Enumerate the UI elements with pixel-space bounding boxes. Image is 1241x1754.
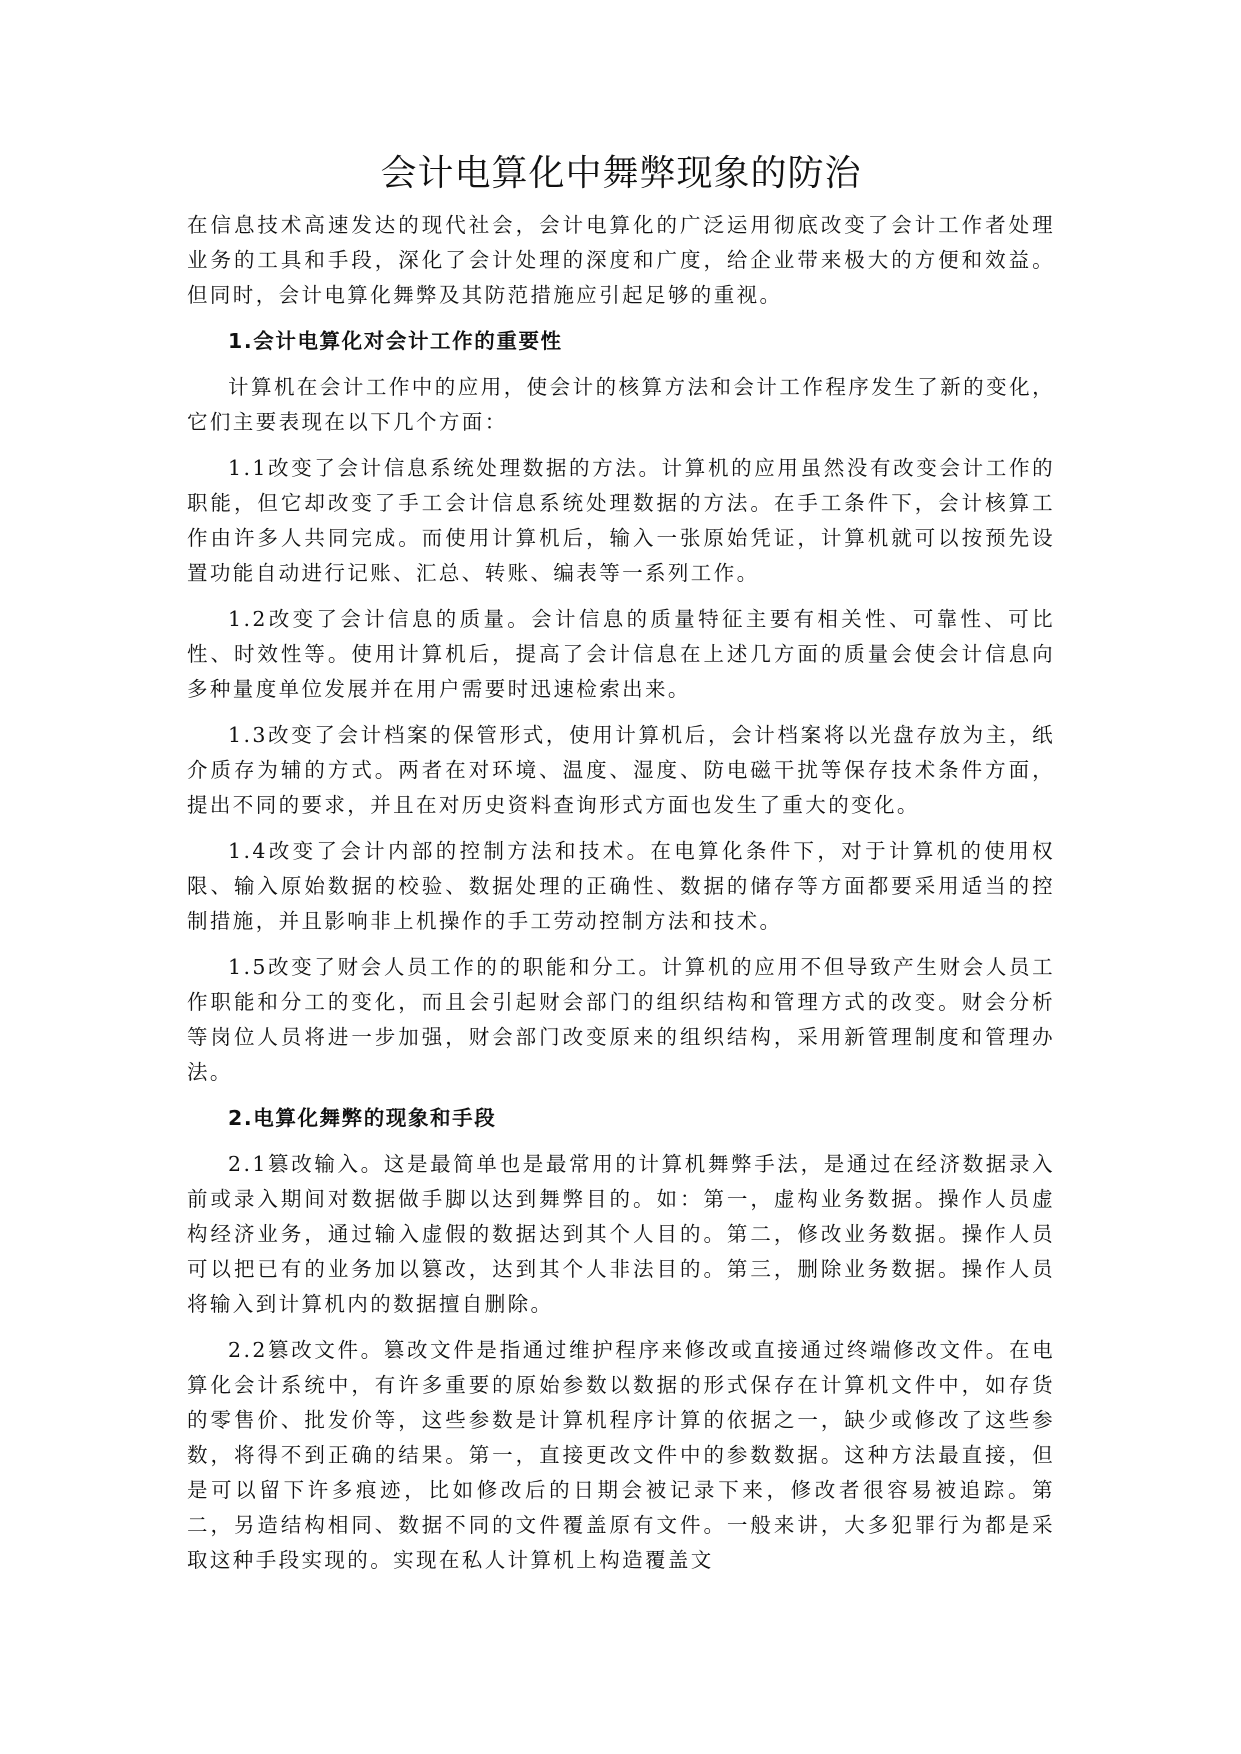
paragraph-1-4: 1.4改变了会计内部的控制方法和技术。在电算化条件下，对于计算机的使用权限、输入原始数据的校验、数据处理的正确性、数据的储存等方面都要采用适当的控制措施，并且影响非上机操作的手工劳动控制方法和技术。	[187, 839, 1055, 933]
section1-lead-paragraph: 计算机在会计工作中的应用，使会计的核算方法和会计工作程序发生了新的变化，它们主要表现在以下几个方面：	[187, 375, 1055, 434]
paragraph-1-2: 1.2改变了会计信息的质量。会计信息的质量特征主要有相关性、可靠性、可比性、时效性等。使用计算机后，提高了会计信息在上述几方面的质量会使会计信息向多种量度单位发展并在用户需要时迅速检索出来。	[187, 607, 1055, 701]
document-title: 会计电算化中舞弊现象的防治	[380, 153, 862, 194]
paragraph-2-1: 2.1篡改输入。这是最简单也是最常用的计算机舞弊手法，是通过在经济数据录入前或录入期间对数据做手脚以达到舞弊目的。如：第一，虚构业务数据。操作人员虚构经济业务，通过输入虚假的数据达到其个人目的。第二，修改业务数据。操作人员可以把已有的业务加以篡改，达到其个人非法目的。第三，删除业务数据。操作人员将输入到计算机内的数据擅自删除。	[187, 1152, 1055, 1316]
section-heading-1: 1.会计电算化对会计工作的重要性	[228, 329, 563, 353]
paragraph-1-5: 1.5改变了财会人员工作的的职能和分工。计算机的应用不但导致产生财会人员工作职能和分工的变化，而且会引起财会部门的组织结构和管理方式的改变。财会分析等岗位人员将进一步加强，财会部门改变原来的组织结构，采用新管理制度和管理办法。	[187, 955, 1055, 1084]
paragraph-1-1: 1.1改变了会计信息系统处理数据的方法。计算机的应用虽然没有改变会计工作的职能，但它却改变了手工会计信息系统处理数据的方法。在手工条件下，会计核算工作由许多人共同完成。而使用计算机后，输入一张原始凭证，计算机就可以按预先设置功能自动进行记账、汇总、转账、编表等一系列工作。	[187, 456, 1055, 585]
section-heading-2: 2.电算化舞弊的现象和手段	[228, 1106, 497, 1130]
intro-paragraph: 在信息技术高速发达的现代社会，会计电算化的广泛运用彻底改变了会计工作者处理业务的工具和手段，深化了会计处理的深度和广度，给企业带来极大的方便和效益。但同时，会计电算化舞弊及其防范措施应引起足够的重视。	[187, 213, 1055, 307]
paragraph-1-3: 1.3改变了会计档案的保管形式，使用计算机后，会计档案将以光盘存放为主，纸介质存为辅的方式。两者在对环境、温度、湿度、防电磁干扰等保存技术条件方面，提出不同的要求，并且在对历史资料查询形式方面也发生了重大的变化。	[187, 723, 1055, 817]
paragraph-2-2: 2.2篡改文件。篡改文件是指通过维护程序来修改或直接通过终端修改文件。在电算化会计系统中，有许多重要的原始参数以数据的形式保存在计算机文件中，如存货的零售价、批发价等，这些参数是计算机程序计算的依据之一，缺少或修改了这些参数，将得不到正确的结果。第一，直接更改文件中的参数数据。这种方法最直接，但是可以留下许多痕迹，比如修改后的日期会被记录下来，修改者很容易被追踪。第二，另造结构相同、数据不同的文件覆盖原有文件。一般来讲，大多犯罪行为都是采取这种手段实现的。实现在私人计算机上构造覆盖文	[187, 1338, 1055, 1572]
document-page	[187, 150, 1055, 1589]
